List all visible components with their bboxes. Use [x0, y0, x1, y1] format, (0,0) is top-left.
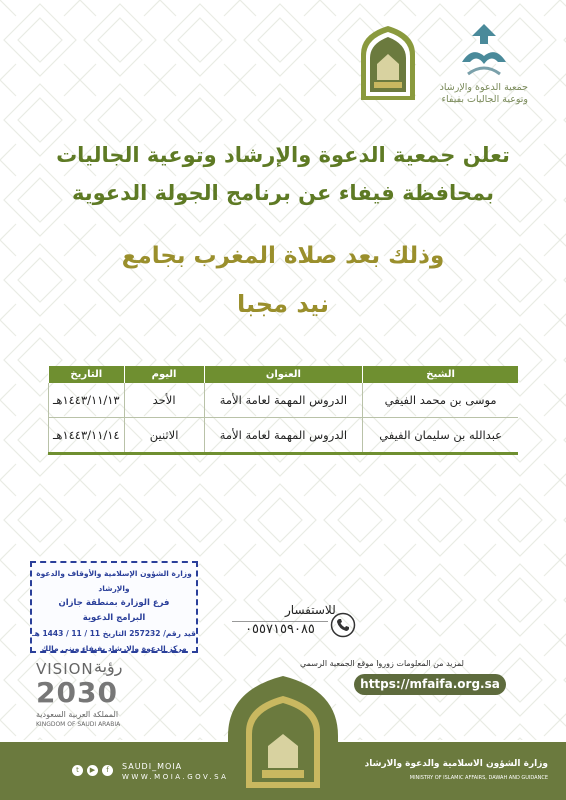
stamp-line4: قيد رقم/ 257232 التاريخ 11 / 11 / 1443 هـ — [32, 629, 196, 638]
cell-sheikh: عبدالله بن سليمان الفيفي — [363, 418, 518, 454]
website-note: لمزيد من المعلومات زوروا موقع الجمعية الرسمي — [300, 659, 464, 668]
kingdom-name-en: KINGDOM OF SAUDI ARABIA — [36, 721, 121, 728]
table-row — [49, 383, 519, 418]
cell-date: ١٤٤٣/١١/١٤هـ — [49, 418, 125, 454]
cell-day: الاثنين — [124, 418, 204, 454]
ministry-name-ar: وزارة الشؤون الاسلامية والدعوة والارشاد — [364, 759, 548, 769]
facebook-icon[interactable]: f — [102, 765, 113, 776]
header-date: التاريخ — [49, 366, 125, 383]
stamp-line1: وزارة الشؤون الإسلامية والأوقاف والدعوة والإرشاد — [36, 569, 192, 593]
announcement-line1: تعلن جمعية الدعوة والإرشاد وتوعية الجاليات — [56, 143, 510, 167]
stamp-line3: البرامج الدعوية — [82, 613, 146, 623]
twitter-icon[interactable]: t — [72, 765, 83, 776]
org-name-line2: وتوعية الجاليات بفيفاء — [441, 94, 528, 105]
cell-title: الدروس المهمة لعامة الأمة — [204, 383, 363, 418]
org-logo-icon — [458, 22, 510, 78]
social-handle: SAUDI_MOIA — [122, 762, 183, 771]
cell-sheikh: موسى بن محمد الفيفي — [363, 383, 518, 418]
org-name-line1: جمعية الدعوة والإرشاد — [439, 82, 528, 93]
website-link[interactable]: https://mfaifa.org.sa — [354, 674, 506, 695]
stamp-line5: مركز الدعوة والإرشاد بفيفاء وبني مالك — [41, 644, 187, 653]
cell-date: ١٤٤٣/١١/١٣هـ — [49, 383, 125, 418]
cell-title: الدروس المهمة لعامة الأمة — [204, 418, 363, 454]
footer-ministry-logo-icon — [228, 676, 338, 800]
cell-day: الأحد — [124, 383, 204, 418]
schedule-table — [48, 366, 518, 455]
vision-arabic: رؤية — [94, 657, 123, 676]
mosque-name: نيد مجبا — [237, 290, 329, 318]
contact-label: للاستفسار — [285, 603, 336, 617]
announcement-line2: بمحافظة فيفاء عن برنامج الجولة الدعوية — [72, 181, 494, 205]
vision-year: 2030 — [36, 676, 118, 709]
table-header-row — [49, 366, 519, 383]
table-row — [49, 418, 519, 454]
vision-word: VISION — [36, 660, 94, 678]
kingdom-name-ar: المملكة العربية السعودية — [36, 710, 119, 719]
youtube-icon[interactable]: ▶ — [87, 765, 98, 776]
official-stamp — [30, 561, 198, 653]
header-sheikh: الشيخ — [363, 366, 518, 383]
header-title: العنوان — [204, 366, 363, 383]
ministry-name-en: MINISTRY OF ISLAMIC AFFAIRS, DAWAH AND GUIDANCE — [409, 775, 548, 781]
header-day: اليوم — [124, 366, 204, 383]
ministry-website[interactable]: WWW.MOIA.GOV.SA — [122, 773, 229, 781]
phone-icon — [330, 612, 356, 638]
org-name — [408, 82, 528, 106]
stamp-line2: فرع الوزارة بمنطقة جازان — [58, 598, 170, 608]
announcement-line3: وذلك بعد صلاة المغرب بجامع — [121, 243, 445, 269]
contact-phone: ٠٥٥٧١٥٩٠٨٥ — [245, 622, 315, 637]
